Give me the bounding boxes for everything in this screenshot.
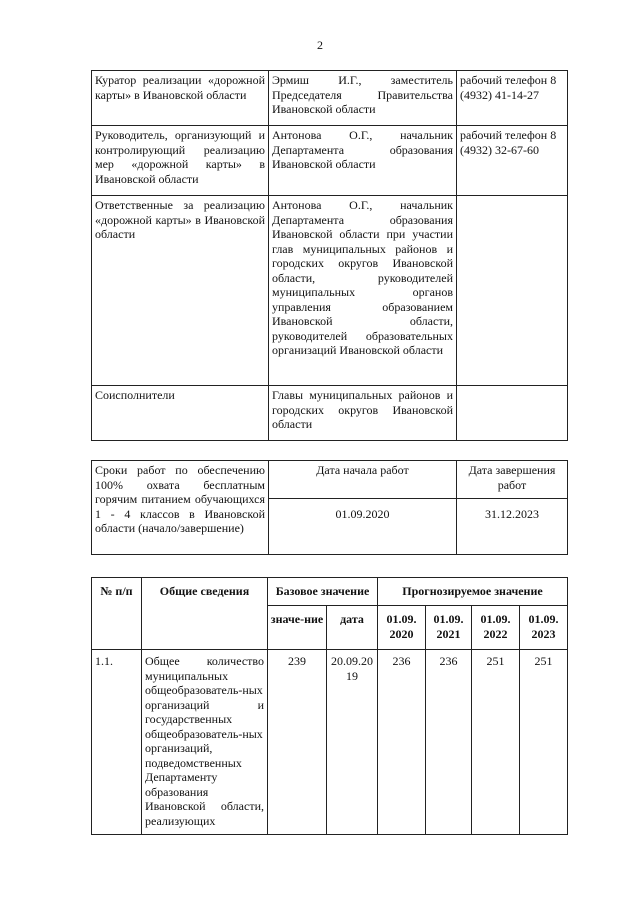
forecast-2021-header: 01.09. 2021	[426, 606, 472, 650]
num-header: № п/п	[92, 578, 142, 650]
responsibility-table	[91, 70, 568, 441]
person-cell: Антонова О.Г., начальник Департамента образования Ивановской области	[269, 126, 457, 196]
table-row	[92, 126, 568, 196]
timeline-table	[91, 460, 568, 555]
general-info-header: Общие сведения	[142, 578, 268, 650]
header-row	[92, 578, 568, 606]
contact-cell: рабочий телефон 8 (4932) 32-67-60	[457, 126, 568, 196]
end-date-value: 31.12.2023	[457, 499, 568, 555]
indicators-table	[91, 577, 568, 835]
person-cell: Эрмиш И.Г., заместитель Председателя Правительства Ивановской области	[269, 71, 457, 126]
table-row	[92, 386, 568, 441]
base-value-subheader: значе-ние	[268, 606, 327, 650]
forecast-header: Прогнозируемое значение	[378, 578, 568, 606]
row-description: Общее количество муниципальных общеобразователь-ных организаций и государственных общеобразователь-ных организаций, подведомственных Департаменту образования Ивановской области, реализующих	[142, 650, 268, 835]
role-cell: Ответственные за реализацию «дорожной карты» в Ивановской области	[92, 196, 269, 386]
base-date-subheader: дата	[327, 606, 378, 650]
timeline-label: Сроки работ по обеспечению 100% охвата бесплатным горячим питанием обучающихся 1 - 4 классов в Ивановской области (начало/завершение)	[92, 461, 269, 555]
end-date-header: Дата завершения работ	[457, 461, 568, 499]
page-number: 2	[317, 38, 323, 52]
start-date-header: Дата начала работ	[269, 461, 457, 499]
base-value: 239	[268, 650, 327, 835]
forecast-2022-value: 251	[472, 650, 520, 835]
role-cell: Руководитель, организующий и контролирующий реализацию мер «дорожной карты» в Ивановской области	[92, 126, 269, 196]
table-row	[92, 196, 568, 386]
base-date: 20.09.20 19	[327, 650, 378, 835]
contact-cell	[457, 386, 568, 441]
forecast-2020-header: 01.09. 2020	[378, 606, 426, 650]
contact-cell: рабочий телефон 8 (4932) 41-14-27	[457, 71, 568, 126]
role-cell: Соисполнители	[92, 386, 269, 441]
start-date-value: 01.09.2020	[269, 499, 457, 555]
role-cell: Куратор реализации «дорожной карты» в Ивановской области	[92, 71, 269, 126]
table-row	[92, 461, 568, 499]
table-row	[92, 71, 568, 126]
person-cell: Антонова О.Г., начальник Департамента образования Ивановской области при участии глав муниципальных районов и городских округов Ивановской области, руководителей муниципальных органов управления образованием Ивановской области, руководителей образовательных организаций Ивановской области	[269, 196, 457, 386]
forecast-2021-value: 236	[426, 650, 472, 835]
person-cell: Главы муниципальных районов и городских округов Ивановской области	[269, 386, 457, 441]
base-value-header: Базовое значение	[268, 578, 378, 606]
row-number: 1.1.	[92, 650, 142, 835]
contact-cell	[457, 196, 568, 386]
forecast-2020-value: 236	[378, 650, 426, 835]
table-row	[92, 650, 568, 835]
forecast-2023-header: 01.09. 2023	[520, 606, 568, 650]
forecast-2022-header: 01.09. 2022	[472, 606, 520, 650]
forecast-2023-value: 251	[520, 650, 568, 835]
